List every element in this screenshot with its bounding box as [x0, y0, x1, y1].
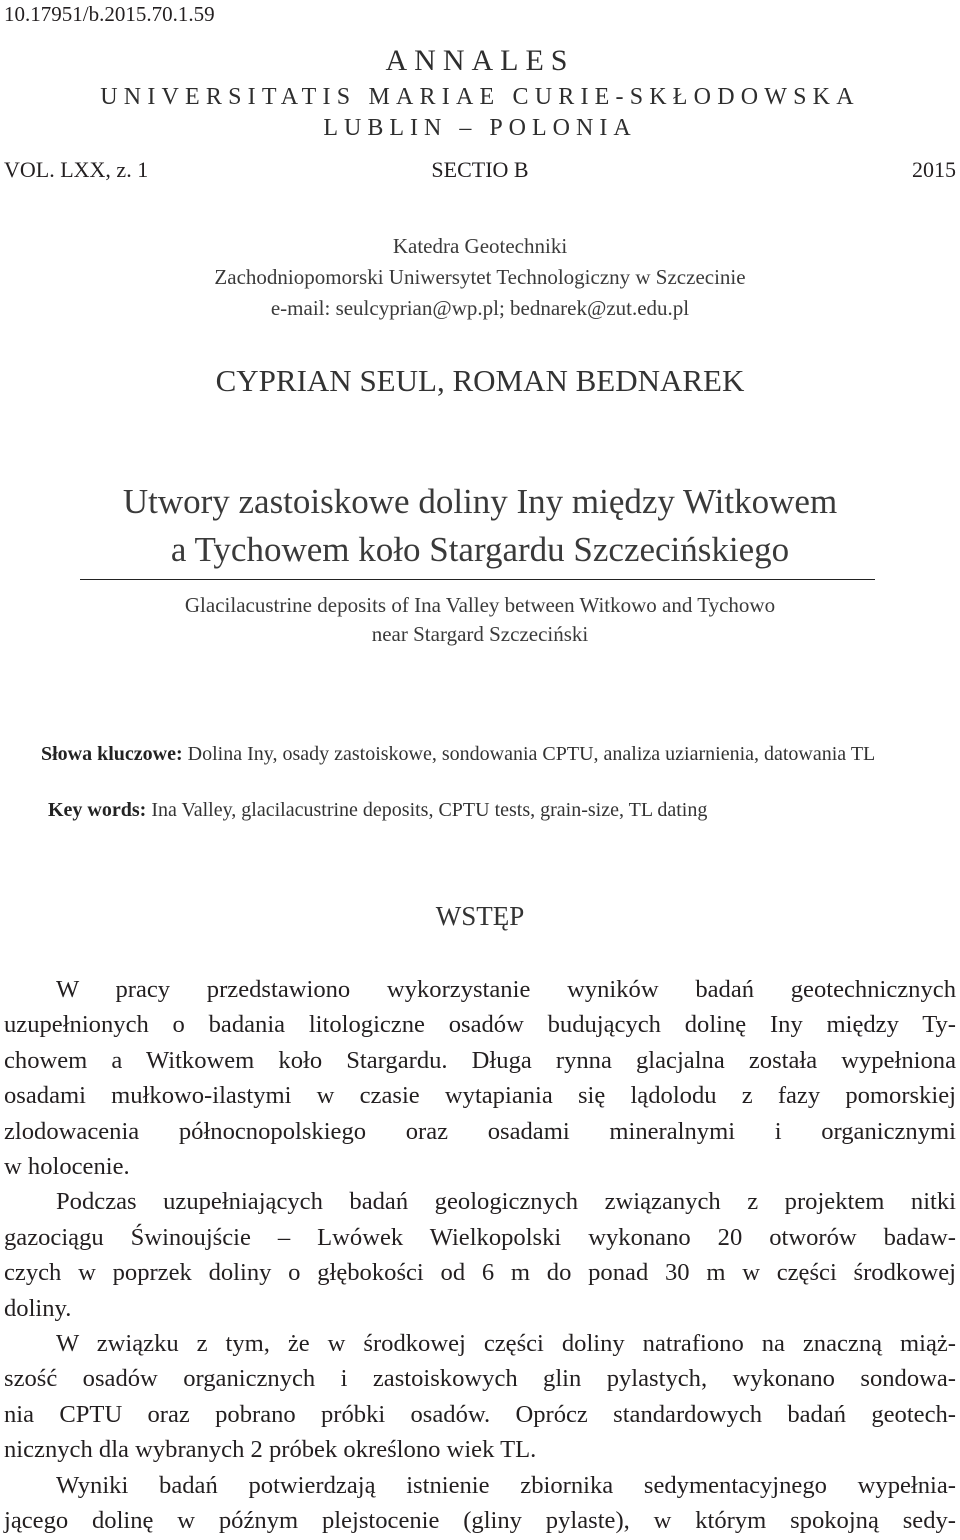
keywords-english-text: Ina Valley, glacilacustrine deposits, CPTU tests, grain-size, TL dating: [146, 799, 708, 821]
paragraph: [4, 1184, 956, 1326]
authors: CYPRIAN SEUL, ROMAN BEDNAREK: [215, 363, 745, 398]
paragraph-line: chowem a Witkowem koło Stargardu. Długa rynna glacjalna została wypełniona: [4, 1046, 956, 1074]
paragraph-line: W pracy przedstawiono wykorzystanie wyników badań geotechnicznych: [56, 976, 956, 1003]
affiliation-email: e-mail: seulcyprian@wp.pl; bednarek@zut.edu.pl: [270, 296, 690, 320]
section-label: SECTIO B: [431, 157, 529, 182]
keywords-polish-text: Dolina Iny, osady zastoiskowe, sondowania CPTU, analiza uziarnienia, datowania TL: [182, 743, 876, 765]
keywords-english: [4, 797, 956, 824]
paragraph-last-line: nicznych dla wybranych 2 próbek określono wiek TL.: [4, 1436, 537, 1464]
journal-name: ANNALES: [385, 44, 575, 77]
english-title-line-1: Glacilacustrine deposits of Ina Valley between Witkowo and Tychowo: [184, 593, 776, 617]
body-text: [4, 972, 956, 1539]
affiliation-university: Zachodniopomorski Uniwersytet Technologiczny w Szczecinie: [214, 265, 746, 289]
journal-location: LUBLIN – POLONIA: [323, 115, 637, 141]
affiliation-department: Katedra Geotechniki: [392, 234, 568, 258]
journal-university: UNIVERSITATIS MARIAE CURIE-SKŁODOWSKA: [100, 84, 860, 110]
paragraph-line: szość osadów organicznych i zastoiskowych glin pylastych, wykonano sondowa-: [4, 1365, 956, 1393]
paragraph-line: W związku z tym, że w środkowej części doliny natrafiono na znaczną miąż-: [56, 1330, 956, 1358]
publication-year: 2015: [912, 157, 956, 182]
section-heading: WSTĘP: [435, 901, 525, 931]
keywords-polish-label: Słowa kluczowe:: [41, 743, 183, 765]
paragraph: [4, 1468, 956, 1539]
paragraph-line: zlodowacenia północnopolskiego oraz osadami mineralnymi i organicznymi: [4, 1117, 956, 1145]
volume-number: VOL. LXX, z. 1: [4, 157, 149, 182]
keywords-polish: [4, 741, 956, 768]
title-divider: [80, 579, 875, 580]
paragraph-line: Podczas uzupełniających badań geologicznych związanych z projektem nitki: [56, 1188, 956, 1216]
doi: 10.17951/b.2015.70.1.59: [4, 2, 215, 26]
paragraph-line: Wyniki badań potwierdzają istnienie zbiornika sedymentacyjnego wypełnia-: [56, 1471, 956, 1499]
paragraph-line: czych w poprzek doliny o głębokości od 6 m do ponad 30 m w części środkowej: [4, 1259, 956, 1287]
english-title-line-2: near Stargard Szczeciński: [371, 622, 589, 646]
paragraph-line: uzupełnionych o badania litologiczne osadów budujących dolinę Iny między Ty-: [4, 1011, 956, 1039]
paragraph-line: nia CPTU oraz pobrano próbki osadów. Oprócz standardowych badań geotech-: [4, 1400, 956, 1428]
paragraph-line: osadami mułkowo-ilastymi w czasie wytapiania się lądolodu z fazy pomorskiej: [4, 1082, 956, 1110]
paragraph-last-line: w holocenie.: [4, 1153, 130, 1181]
paragraph-line: gazociągu Świnoujście – Lwówek Wielkopolski wykonano 20 otworów badaw-: [4, 1223, 956, 1251]
keywords-english-label: Key words:: [48, 799, 147, 821]
paragraph-last-line: doliny.: [4, 1294, 72, 1322]
paragraph: [4, 972, 956, 1184]
paragraph: [4, 1326, 956, 1468]
paper-title-line-2: a Tychowem koło Stargardu Szczecińskiego: [170, 530, 790, 569]
paper-title-line-1: Utwory zastoiskowe doliny Iny między Witkowem: [122, 482, 838, 521]
paragraph-line: jącego dolinę w późnym plejstocenie (gliny pylaste), w którym spokojną sedy-: [4, 1507, 956, 1535]
